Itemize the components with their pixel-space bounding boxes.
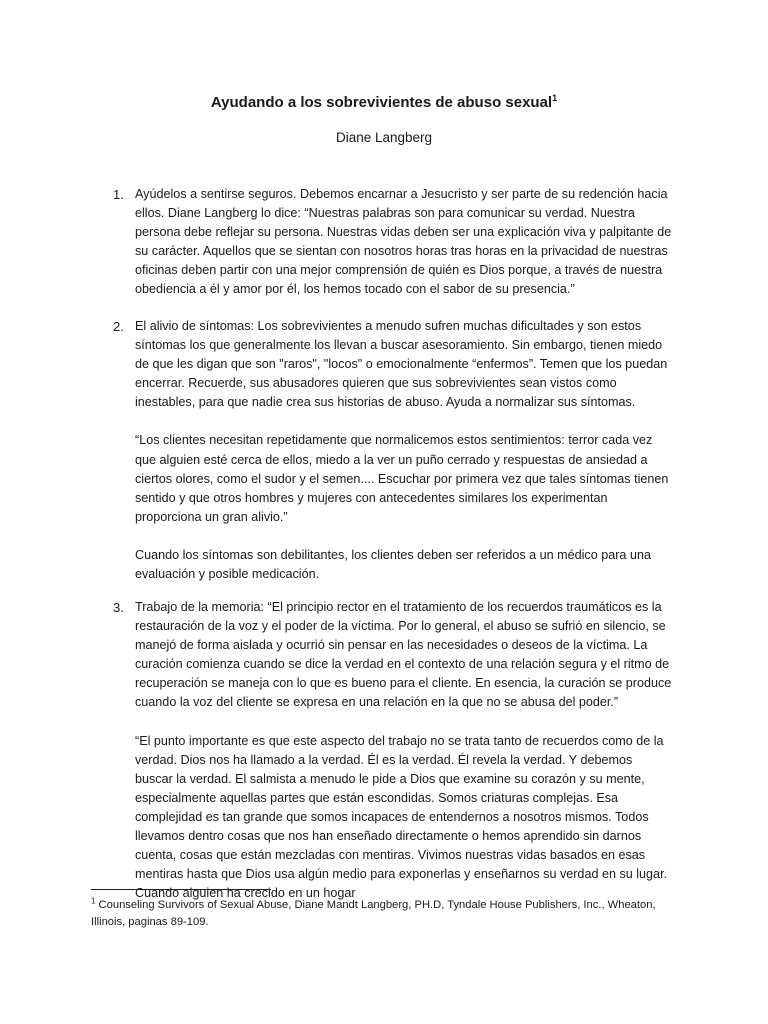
footnote-text: Counseling Survivors of Sexual Abuse, Diane Mandt Langberg, PH.D, Tyndale House Publishers, Inc., Wheaton, Illinois, paginas 89-109. <box>91 899 656 928</box>
title-text: Ayudando a los sobrevivientes de abuso sexual <box>210 94 553 111</box>
footnote-divider <box>91 889 271 890</box>
list-item-number: 1. <box>113 187 124 202</box>
document-author: Diane Langberg <box>335 130 433 145</box>
list-item-3 <box>113 598 673 903</box>
paragraph: Ayúdelos a sentirse seguros. Debemos encarnar a Jesucristo y ser parte de su redención hacia ellos. Diane Langberg lo dice: “Nuestras palabras son para comunicar su verdad. Nuestra persona debe reflejar su persona. Nuestras vidas deben ser una explicación viva y palpitante de su carácter. Aquellos que se sientan con nosotros horas tras horas en la privacidad de nuestras oficinas deben partir con una mejor comprensión de quién es Dios porque, a través de nuestra obediencia a él y amor por él, los hemos tocado con el sabor de su presencia.” <box>135 187 672 297</box>
footnote <box>91 897 691 931</box>
list-item-2 <box>113 317 673 584</box>
paragraph: Trabajo de la memoria: “El principio rector en el tratamiento de los recuerdos traumáticos es la restauración de la voz y el poder de la víctima. Por lo general, el abuso se sufrió en silencio, se manejó de forma aislada y ocurrió sin pensar en las necesidades o deseos de la víctima. La curación comienza cuando se dice la verdad en el contexto de una relación segura y el ritmo de recuperación se maneja con lo que es bueno para el cliente. En esencia, la curación se produce cuando la voz del cliente se expresa en una relación en la que no se abusa del poder.” <box>135 600 672 710</box>
title-footnote-marker: 1 <box>552 93 558 103</box>
footnote-marker: 1 <box>91 896 96 906</box>
list-item-1 <box>113 185 673 300</box>
paragraph: “El punto importante es que este aspecto del trabajo no se trata tanto de recuerdos como de la verdad. Dios nos ha llamado a la verdad. Él es la verdad. Él revela la verdad. Y debemos buscar la verdad. El salmista a menudo le pide a Dios que examine su corazón y su mente, especialmente aquellas partes que están escondidas. Somos criaturas complejas. Esa complejidad es tan grande que somos incapaces de entendernos a nosotros mismos. Todos llevamos dentro cosas que nos han enseñado directamente o hemos aprendido sin darnos cuenta, cosas que están mezcladas con mentiras. Vivimos nuestras vidas basados en esas mentiras hasta que Dios usa algún medio para exponerlas y enseñarnos su verdad en su lugar. Cuando alguien ha crecido en un hogar <box>135 733 668 901</box>
list-item-number: 2. <box>113 319 124 334</box>
document-title <box>0 93 768 113</box>
paragraph: Cuando los síntomas son debilitantes, los clientes deben ser referidos a un médico para una evaluación y posible medicación. <box>135 547 651 582</box>
paragraph: “Los clientes necesitan repetidamente que normalicemos estos sentimientos: terror cada vez que alguien esté cerca de ellos, miedo a la ver un puño cerrado y respuestas de ansiedad a ciertos olores, como el sudor y el semen.... Escuchar por primera vez que tales síntomas tienen sentido y que otros hombres y mujeres con antecedentes similares los experimentan proporciona un gran alivio.” <box>135 433 669 524</box>
paragraph: El alivio de síntomas: Los sobrevivientes a menudo sufren muchas dificultades y son estos síntomas los que generalmente los llevan a buscar asesoramiento. Sin embargo, tienen miedo de que les digan que son "raros", "locos" o emocionalmente “enfermos”. Temen que los puedan encerrar. Recuerde, sus abusadores quieren que sus sobrevivientes sean vistos como inestables, para que nadie crea sus historias de abuso. Ayuda a normalizar sus síntomas. <box>135 319 668 410</box>
list-item-number: 3. <box>113 600 124 615</box>
